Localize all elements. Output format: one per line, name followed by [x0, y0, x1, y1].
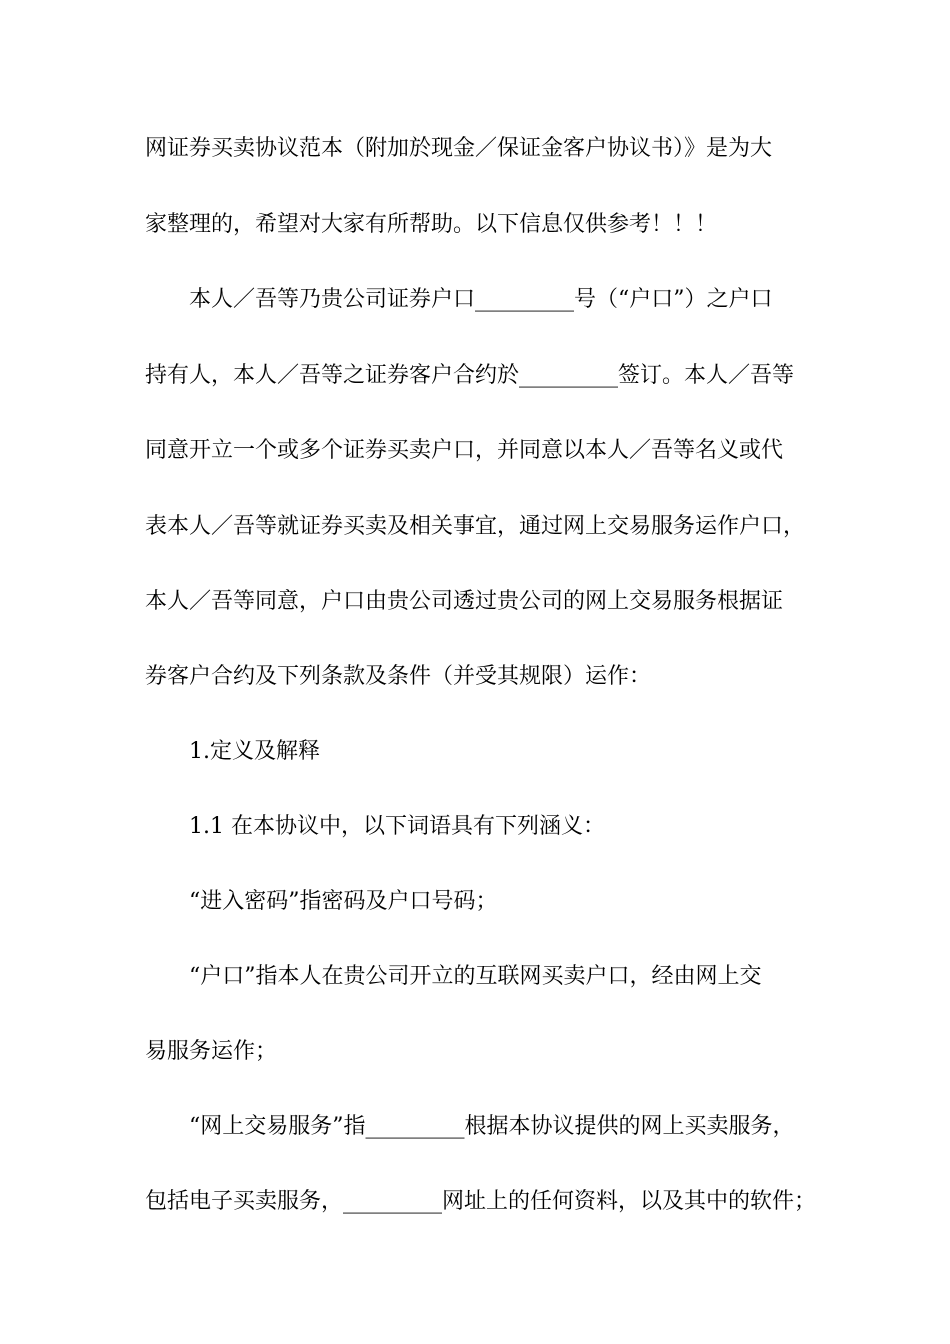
paragraph-line-7: 本人／吾等同意，户口由贵公司透过贵公司的网上交易服务根据证	[145, 589, 784, 614]
paragraph-line-2: 家整理的，希望对大家有所帮助。以下信息仅供参考！！！	[145, 212, 718, 237]
clause-1-1: 1.1 在本协议中，以下词语具有下列涵义：	[189, 814, 605, 839]
definition-account: “户口”指本人在贵公司开立的互联网买卖户口，经由网上交	[189, 964, 762, 989]
paragraph-line-4: 持有人，本人／吾等之证券客户合约於_________签订。本人／吾等	[145, 363, 795, 388]
paragraph-line-5: 同意开立一个或多个证券买卖户口，并同意以本人／吾等名义或代	[145, 438, 784, 463]
definition-account-cont: 易服务运作；	[145, 1039, 278, 1064]
paragraph-line-6: 表本人／吾等就证券买卖及相关事宜，通过网上交易服务运作户口，	[145, 514, 806, 539]
definition-password: “进入密码”指密码及户口号码；	[189, 889, 498, 914]
paragraph-line-1: 网证券买卖协议范本（附加於现金／保证金客户协议书）》是为大	[145, 136, 773, 161]
definition-online-service-cont: 包括电子买卖服务，_________网址上的任何资料，以及其中的软件；	[145, 1189, 817, 1214]
paragraph-line-8: 券客户合约及下列条款及条件（并受其规限）运作：	[145, 664, 652, 689]
section-heading: 1.定义及解释	[189, 739, 320, 764]
paragraph-line-3: 本人／吾等乃贵公司证券户口_________号（“户口”）之户口	[189, 287, 773, 312]
definition-online-service: “网上交易服务”指_________根据本协议提供的网上买卖服务，	[189, 1114, 795, 1139]
